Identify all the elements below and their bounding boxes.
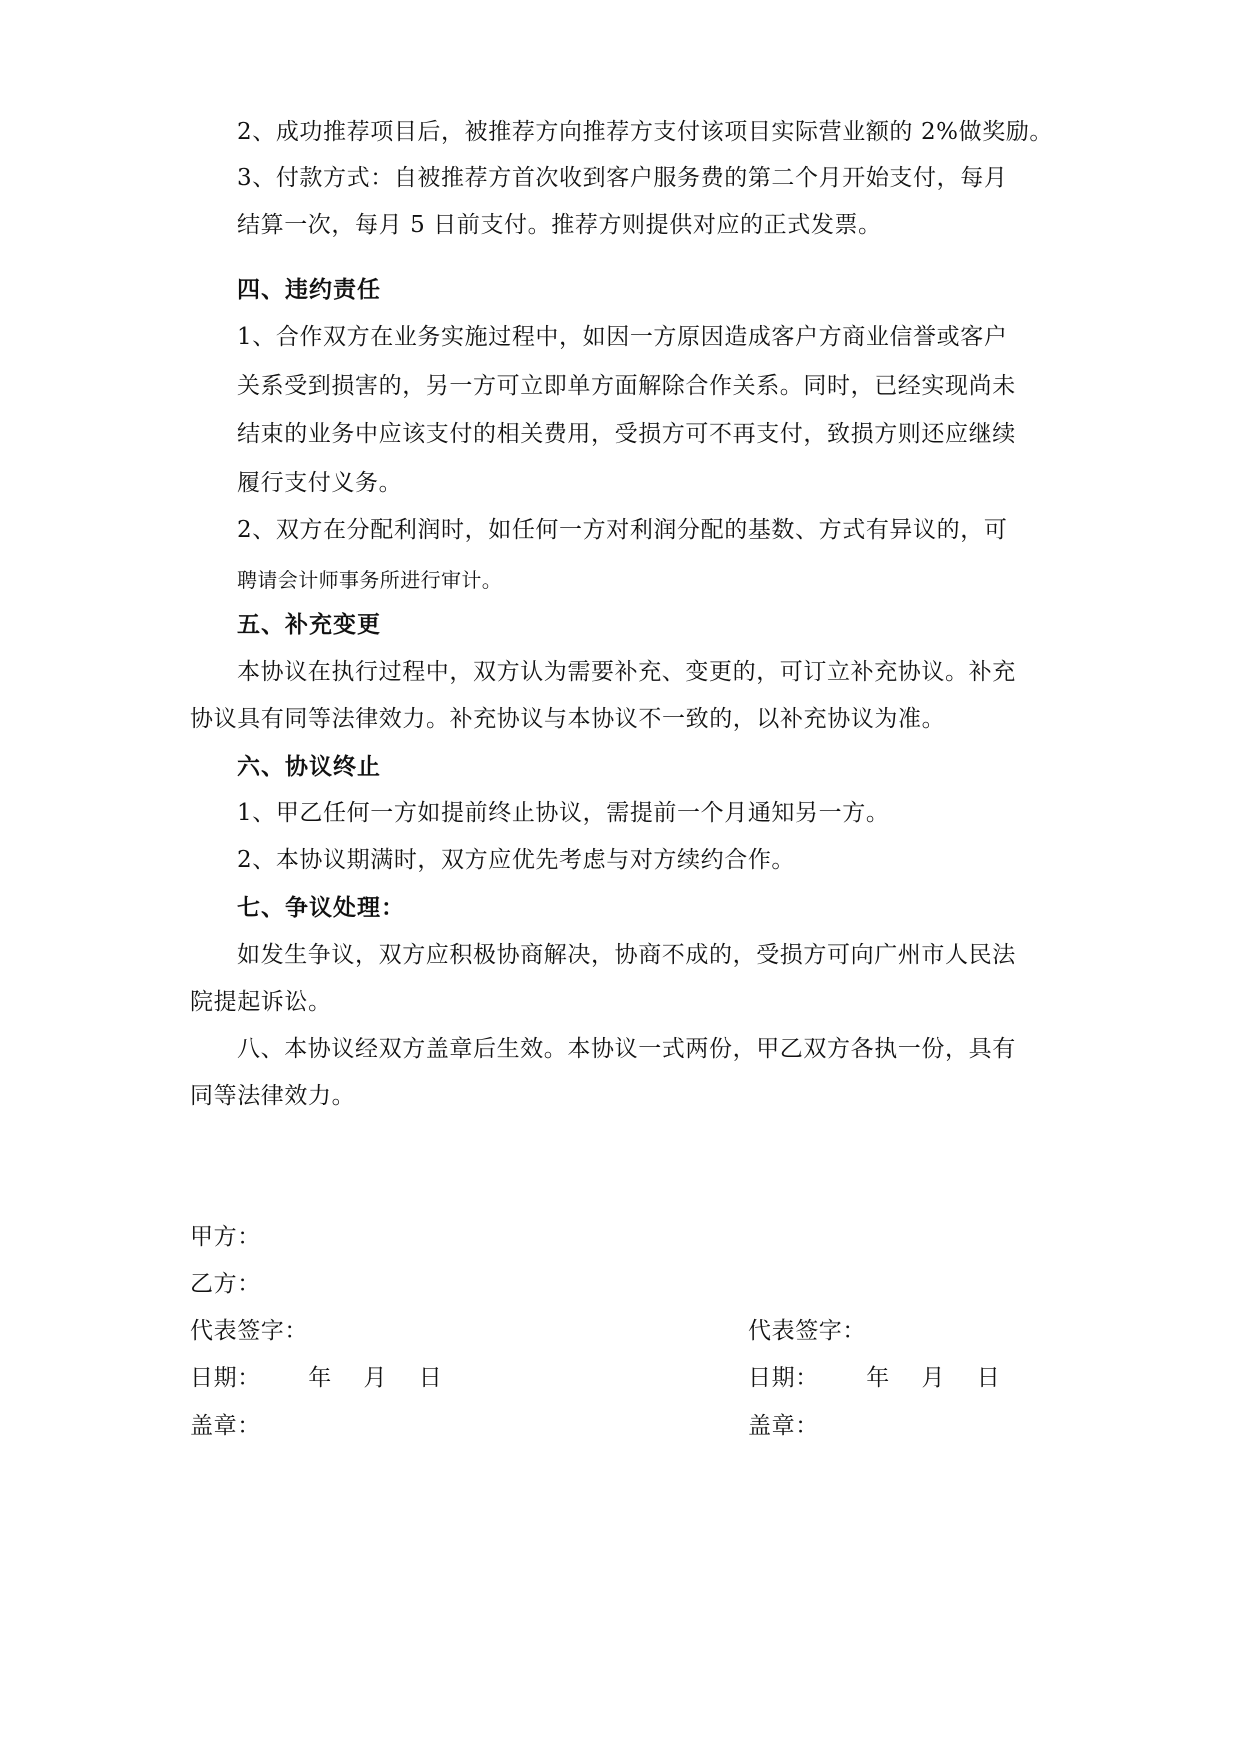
right-rep-signature: 代表签字： bbox=[748, 1318, 866, 1344]
s5-para-line1: 本协议在执行过程中，双方认为需要补充、变更的，可订立补充协议。补充 bbox=[237, 659, 1016, 685]
s3-item3-line2: 结算一次，每月 5 日前支付。推荐方则提供对应的正式发票。 bbox=[237, 212, 882, 238]
right-seal: 盖章： bbox=[748, 1413, 819, 1439]
left-rep-signature: 代表签字： bbox=[190, 1318, 308, 1344]
s4-item1-line3: 结束的业务中应该支付的相关费用，受损方可不再支付，致损方则还应继续 bbox=[237, 421, 1016, 447]
right-date: 日期： 年 月 日 bbox=[748, 1365, 1001, 1391]
s4-item2-line2: 聘请会计师事务所进行审计。 bbox=[237, 568, 503, 592]
party-b-label: 乙方： bbox=[190, 1271, 261, 1297]
s4-item1-line2: 关系受到损害的，另一方可立即单方面解除合作关系。同时，已经实现尚未 bbox=[237, 373, 1016, 399]
left-seal: 盖章： bbox=[190, 1413, 261, 1439]
section-6-title: 六、协议终止 bbox=[237, 753, 381, 780]
section-4-title: 四、违约责任 bbox=[237, 276, 381, 303]
s8-para-line1: 八、本协议经双方盖章后生效。本协议一式两份，甲乙双方各执一份，具有 bbox=[237, 1036, 1016, 1062]
s5-para-line2: 协议具有同等法律效力。补充协议与本协议不一致的，以补充协议为准。 bbox=[190, 706, 946, 732]
s8-para-line2: 同等法律效力。 bbox=[190, 1083, 356, 1109]
s6-item2: 2、本协议期满时，双方应优先考虑与对方续约合作。 bbox=[237, 847, 796, 873]
party-a-label: 甲方： bbox=[190, 1224, 261, 1250]
section-5-title: 五、补充变更 bbox=[237, 611, 381, 638]
s4-item1-line1: 1、合作双方在业务实施过程中，如因一方原因造成客户方商业信誉或客户 bbox=[237, 324, 1008, 350]
s3-item3-line1: 3、付款方式：自被推荐方首次收到客户服务费的第二个月开始支付，每月 bbox=[237, 165, 1008, 191]
s3-item2: 2、成功推荐项目后，被推荐方向推荐方支付该项目实际营业额的 2%做奖励。 bbox=[237, 119, 1054, 145]
s6-item1: 1、甲乙任何一方如提前终止协议，需提前一个月通知另一方。 bbox=[237, 800, 890, 826]
section-7-title: 七、争议处理： bbox=[237, 894, 405, 921]
left-date: 日期： 年 月 日 bbox=[190, 1365, 443, 1391]
s7-para-line2: 院提起诉讼。 bbox=[190, 989, 332, 1015]
s4-item2-line1: 2、双方在分配利润时，如任何一方对利润分配的基数、方式有异议的，可 bbox=[237, 517, 1008, 543]
s7-para-line1: 如发生争议，双方应积极协商解决，协商不成的，受损方可向广州市人民法 bbox=[237, 942, 1016, 968]
s4-item1-line4: 履行支付义务。 bbox=[237, 470, 403, 496]
